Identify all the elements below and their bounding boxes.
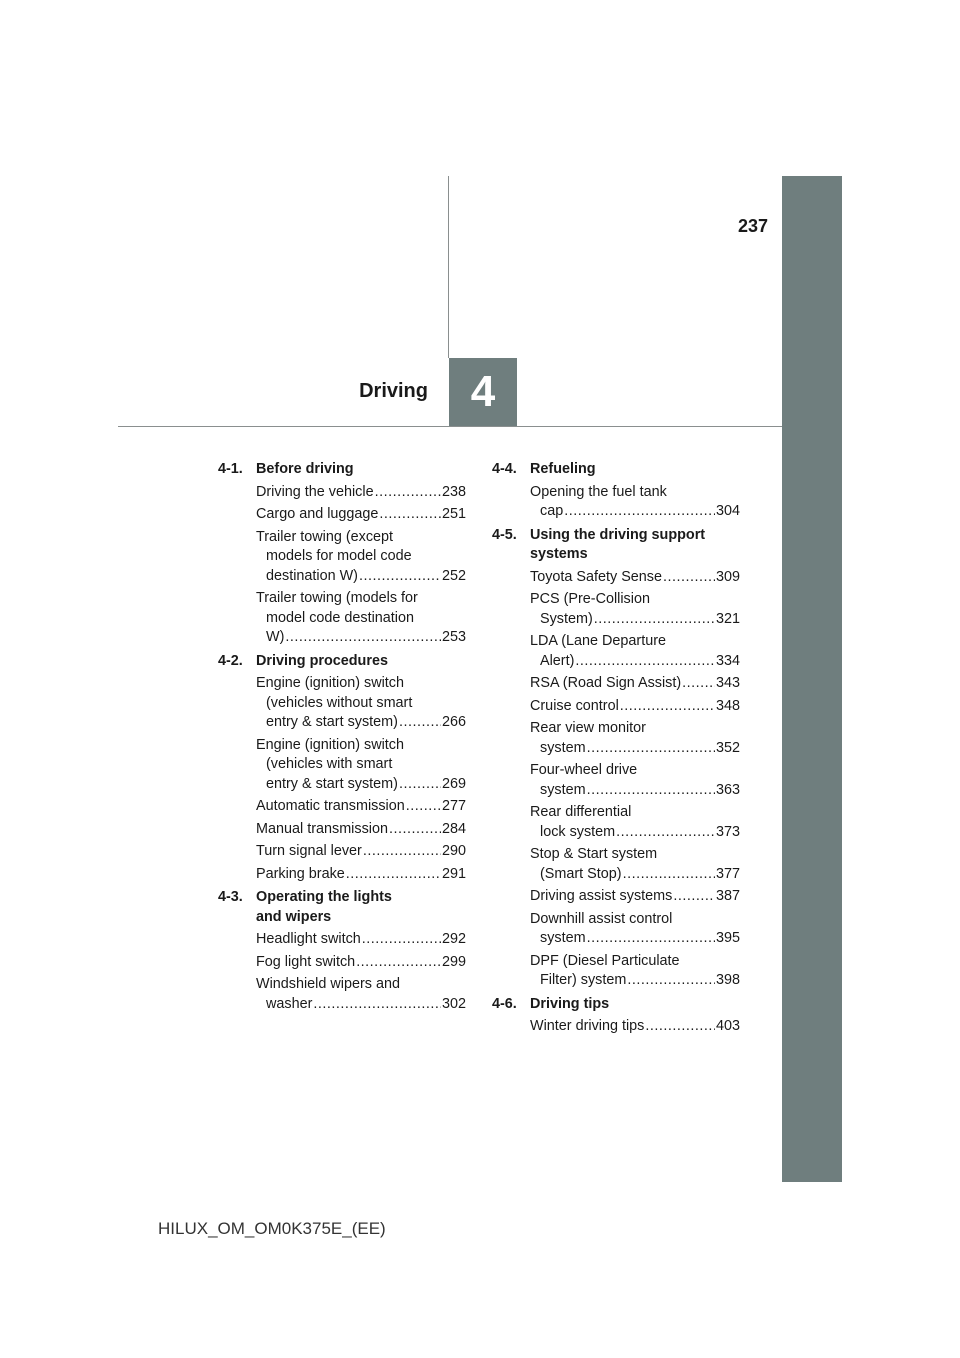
entry-last-line bbox=[530, 823, 740, 843]
entry-page-number: 395 bbox=[715, 930, 740, 946]
entry-last-line bbox=[530, 652, 740, 672]
entry-text-line: destination W) bbox=[266, 567, 358, 584]
entry-page-number: 321 bbox=[715, 610, 740, 627]
entry-page-number: 352 bbox=[715, 739, 740, 756]
entry-last-line bbox=[256, 995, 466, 1015]
section-title-line: systems bbox=[530, 546, 588, 562]
entry-text-line: Trailer towing (except bbox=[256, 528, 394, 545]
entry-last-line bbox=[530, 697, 740, 717]
entry-page-number: 266 bbox=[441, 714, 466, 730]
entry-text-line: Winter driving tips bbox=[530, 1018, 645, 1034]
entry-text-line: system bbox=[540, 930, 586, 946]
entry-text-line: Turn signal lever bbox=[256, 843, 362, 859]
entry-text-line: RSA (Road Sign Assist) bbox=[530, 675, 682, 691]
leader-dots bbox=[587, 929, 715, 949]
chapter-number-box bbox=[449, 358, 517, 426]
entry-page-number: 348 bbox=[715, 697, 740, 714]
entry-last-line bbox=[256, 820, 466, 840]
toc-right-column bbox=[492, 460, 740, 1040]
entry-page-number: 252 bbox=[441, 567, 466, 584]
leader-dots bbox=[379, 505, 441, 525]
entry-text-line: Cargo and luggage bbox=[256, 506, 379, 522]
toc-entry[interactable] bbox=[256, 865, 466, 885]
toc-entry[interactable] bbox=[530, 803, 740, 842]
entry-text-line: Filter) system bbox=[540, 972, 627, 988]
leader-dots bbox=[406, 797, 441, 817]
entry-text-line: Manual transmission bbox=[256, 820, 388, 837]
toc-entry[interactable] bbox=[256, 930, 466, 950]
section-title bbox=[530, 460, 740, 480]
leader-dots bbox=[620, 697, 715, 717]
leader-dots bbox=[587, 739, 715, 759]
toc-entry[interactable] bbox=[256, 842, 466, 862]
entry-text-line: Opening the fuel tank bbox=[530, 483, 667, 500]
entry-last-line bbox=[530, 1017, 740, 1037]
entry-last-line bbox=[530, 887, 740, 907]
entry-page-number: 284 bbox=[441, 820, 466, 837]
section-heading bbox=[218, 652, 466, 672]
section-title-line: Before driving bbox=[256, 461, 354, 477]
toc-entry[interactable] bbox=[256, 589, 466, 648]
toc-entry[interactable] bbox=[530, 761, 740, 800]
leader-dots bbox=[673, 887, 715, 907]
toc-entry[interactable] bbox=[256, 736, 466, 795]
section-heading bbox=[492, 995, 740, 1015]
entry-page-number: 251 bbox=[441, 506, 466, 522]
section-title-line: Refueling bbox=[530, 461, 596, 477]
leader-dots bbox=[375, 483, 441, 503]
entry-text-line: (Smart Stop) bbox=[540, 865, 622, 882]
section-number: 4-5. bbox=[492, 526, 517, 543]
section-title-line: Using the driving support bbox=[530, 526, 706, 543]
leader-dots bbox=[587, 781, 715, 801]
section-heading bbox=[492, 526, 740, 565]
leader-dots bbox=[663, 568, 715, 588]
entry-text-line: (vehicles without smart bbox=[266, 694, 413, 711]
entry-text-line: cap bbox=[540, 503, 564, 519]
entry-text-line: washer bbox=[266, 995, 313, 1012]
leader-dots bbox=[594, 610, 715, 630]
leader-dots bbox=[399, 775, 441, 795]
leader-dots bbox=[564, 502, 715, 522]
entry-text-line: Rear differential bbox=[530, 804, 632, 820]
section-title bbox=[256, 888, 466, 927]
horizontal-divider bbox=[118, 426, 782, 427]
entry-last-line bbox=[256, 483, 466, 503]
toc-section bbox=[492, 460, 740, 522]
entry-last-line bbox=[256, 628, 466, 648]
entry-page-number: 304 bbox=[715, 503, 740, 519]
section-heading bbox=[218, 888, 466, 927]
leader-dots bbox=[575, 652, 715, 672]
section-title bbox=[530, 995, 740, 1015]
entry-text-line: Driving assist systems bbox=[530, 888, 673, 904]
entry-last-line bbox=[530, 739, 740, 759]
entry-last-line bbox=[256, 930, 466, 950]
leader-dots bbox=[399, 713, 441, 733]
leader-dots bbox=[359, 567, 441, 587]
entry-page-number: 299 bbox=[441, 953, 466, 970]
entry-text-line: System) bbox=[540, 610, 593, 627]
entry-text-line: Driving the vehicle bbox=[256, 483, 374, 500]
entry-page-number: 387 bbox=[715, 888, 740, 904]
entry-page-number: 292 bbox=[441, 931, 466, 947]
toc-entry[interactable] bbox=[530, 568, 740, 588]
entry-text-line: Engine (ignition) switch bbox=[256, 675, 404, 691]
leader-dots bbox=[682, 674, 715, 694]
entry-last-line bbox=[256, 865, 466, 885]
entry-page-number: 398 bbox=[715, 972, 740, 988]
entry-text-line: Stop & Start system bbox=[530, 846, 658, 862]
section-number: 4-1. bbox=[218, 461, 243, 477]
entry-text-line: Cruise control bbox=[530, 697, 619, 714]
section-number: 4-2. bbox=[218, 652, 243, 669]
toc-entry[interactable] bbox=[256, 797, 466, 817]
section-number: 4-4. bbox=[492, 461, 517, 477]
section-heading bbox=[492, 460, 740, 480]
entry-text-line: Parking brake bbox=[256, 865, 345, 882]
entry-text-line: Alert) bbox=[540, 652, 575, 669]
entry-text-line: Automatic transmission bbox=[256, 798, 405, 814]
entry-last-line bbox=[530, 929, 740, 949]
section-title-line: Operating the lights bbox=[256, 889, 392, 905]
entry-last-line bbox=[530, 781, 740, 801]
entry-text-line: (vehicles with smart bbox=[266, 756, 393, 772]
entry-page-number: 343 bbox=[715, 675, 740, 691]
entry-text-line: Four-wheel drive bbox=[530, 762, 638, 778]
entry-page-number: 277 bbox=[441, 798, 466, 814]
toc-entry[interactable] bbox=[530, 483, 740, 522]
toc-section bbox=[492, 526, 740, 991]
entry-page-number: 403 bbox=[715, 1018, 740, 1034]
toc-entry[interactable] bbox=[256, 975, 466, 1014]
entry-text-line: W) bbox=[266, 629, 285, 645]
entry-text-line: entry & start system) bbox=[266, 775, 398, 792]
leader-dots bbox=[356, 953, 441, 973]
entry-page-number: 363 bbox=[715, 781, 740, 798]
leader-dots bbox=[346, 865, 441, 885]
entry-page-number: 238 bbox=[441, 483, 466, 500]
entry-text-line: Rear view monitor bbox=[530, 720, 646, 736]
section-title bbox=[530, 526, 740, 565]
section-title-line: Driving procedures bbox=[256, 652, 388, 669]
section-title bbox=[256, 460, 466, 480]
entry-text-line: system bbox=[540, 781, 586, 798]
entry-last-line bbox=[530, 502, 740, 522]
toc-entry[interactable] bbox=[256, 820, 466, 840]
toc-section bbox=[218, 652, 466, 885]
leader-dots bbox=[363, 842, 441, 862]
leader-dots bbox=[389, 820, 441, 840]
toc-entry[interactable] bbox=[530, 887, 740, 907]
toc-entry[interactable] bbox=[530, 1017, 740, 1037]
toc-entry[interactable] bbox=[256, 528, 466, 587]
entry-last-line bbox=[256, 567, 466, 587]
section-number: 4-3. bbox=[218, 889, 243, 905]
entry-last-line bbox=[256, 775, 466, 795]
toc-entry[interactable] bbox=[256, 953, 466, 973]
entry-page-number: 253 bbox=[441, 629, 466, 645]
document-id: HILUX_OM_OM0K375E_(EE) bbox=[158, 1219, 386, 1238]
leader-dots bbox=[623, 865, 715, 885]
entry-text-line: Headlight switch bbox=[256, 931, 361, 947]
toc-entry[interactable] bbox=[530, 845, 740, 884]
entry-text-line: PCS (Pre-Collision bbox=[530, 591, 650, 607]
entry-text-line: Windshield wipers and bbox=[256, 976, 400, 992]
toc-left-column bbox=[218, 460, 466, 1017]
entry-text-line: entry & start system) bbox=[266, 714, 398, 730]
entry-page-number: 373 bbox=[715, 823, 740, 840]
leader-dots bbox=[616, 823, 715, 843]
toc-entry[interactable] bbox=[530, 674, 740, 694]
chapter-side-tab bbox=[782, 176, 842, 1182]
entry-text-line: DPF (Diesel Particulate bbox=[530, 952, 680, 969]
leader-dots bbox=[627, 971, 715, 991]
entry-last-line bbox=[530, 674, 740, 694]
entry-last-line bbox=[530, 971, 740, 991]
toc-section bbox=[492, 995, 740, 1037]
entry-last-line bbox=[256, 797, 466, 817]
toc-section bbox=[218, 888, 466, 1014]
toc-entry[interactable] bbox=[530, 719, 740, 758]
leader-dots bbox=[285, 628, 441, 648]
entry-text-line: Fog light switch bbox=[256, 953, 356, 970]
toc-entry[interactable] bbox=[256, 674, 466, 733]
entry-page-number: 291 bbox=[441, 865, 466, 882]
entry-last-line bbox=[530, 610, 740, 630]
chapter-number: 4 bbox=[470, 367, 496, 416]
entry-page-number: 302 bbox=[441, 995, 466, 1012]
leader-dots bbox=[362, 930, 441, 950]
entry-text-line: Engine (ignition) switch bbox=[256, 736, 404, 753]
leader-dots bbox=[313, 995, 441, 1015]
entry-text-line: models for model code bbox=[266, 548, 412, 564]
entry-text-line: model code destination bbox=[266, 609, 415, 626]
entry-last-line bbox=[256, 842, 466, 862]
toc-entry[interactable] bbox=[530, 632, 740, 671]
entry-text-line: LDA (Lane Departure bbox=[530, 633, 666, 649]
entry-text-line: Trailer towing (models for bbox=[256, 590, 418, 606]
entry-page-number: 334 bbox=[715, 652, 740, 669]
entry-last-line bbox=[530, 568, 740, 588]
toc-entry[interactable] bbox=[256, 505, 466, 525]
section-title bbox=[256, 652, 466, 672]
entry-page-number: 309 bbox=[715, 568, 740, 585]
entry-text-line: Toyota Safety Sense bbox=[530, 568, 662, 585]
entry-last-line bbox=[256, 953, 466, 973]
section-number: 4-6. bbox=[492, 995, 517, 1012]
leader-dots bbox=[645, 1017, 715, 1037]
toc-section bbox=[218, 460, 466, 648]
entry-page-number: 269 bbox=[441, 775, 466, 792]
toc-entry[interactable] bbox=[530, 910, 740, 949]
chapter-title: Driving bbox=[359, 380, 428, 402]
entry-text-line: lock system bbox=[540, 823, 616, 840]
section-title-line: and wipers bbox=[256, 908, 332, 925]
toc-entry[interactable] bbox=[530, 952, 740, 991]
entry-page-number: 290 bbox=[441, 843, 466, 859]
toc-entry[interactable] bbox=[530, 590, 740, 629]
entry-text-line: system bbox=[540, 739, 586, 756]
page-number: 237 bbox=[738, 216, 769, 236]
entry-last-line bbox=[530, 865, 740, 885]
vertical-divider bbox=[448, 176, 449, 358]
toc-entry[interactable] bbox=[256, 483, 466, 503]
entry-page-number: 377 bbox=[715, 865, 740, 882]
entry-last-line bbox=[256, 713, 466, 733]
section-heading bbox=[218, 460, 466, 480]
entry-text-line: Downhill assist control bbox=[530, 910, 673, 927]
section-title-line: Driving tips bbox=[530, 995, 610, 1012]
entry-last-line bbox=[256, 505, 466, 525]
toc-entry[interactable] bbox=[530, 697, 740, 717]
